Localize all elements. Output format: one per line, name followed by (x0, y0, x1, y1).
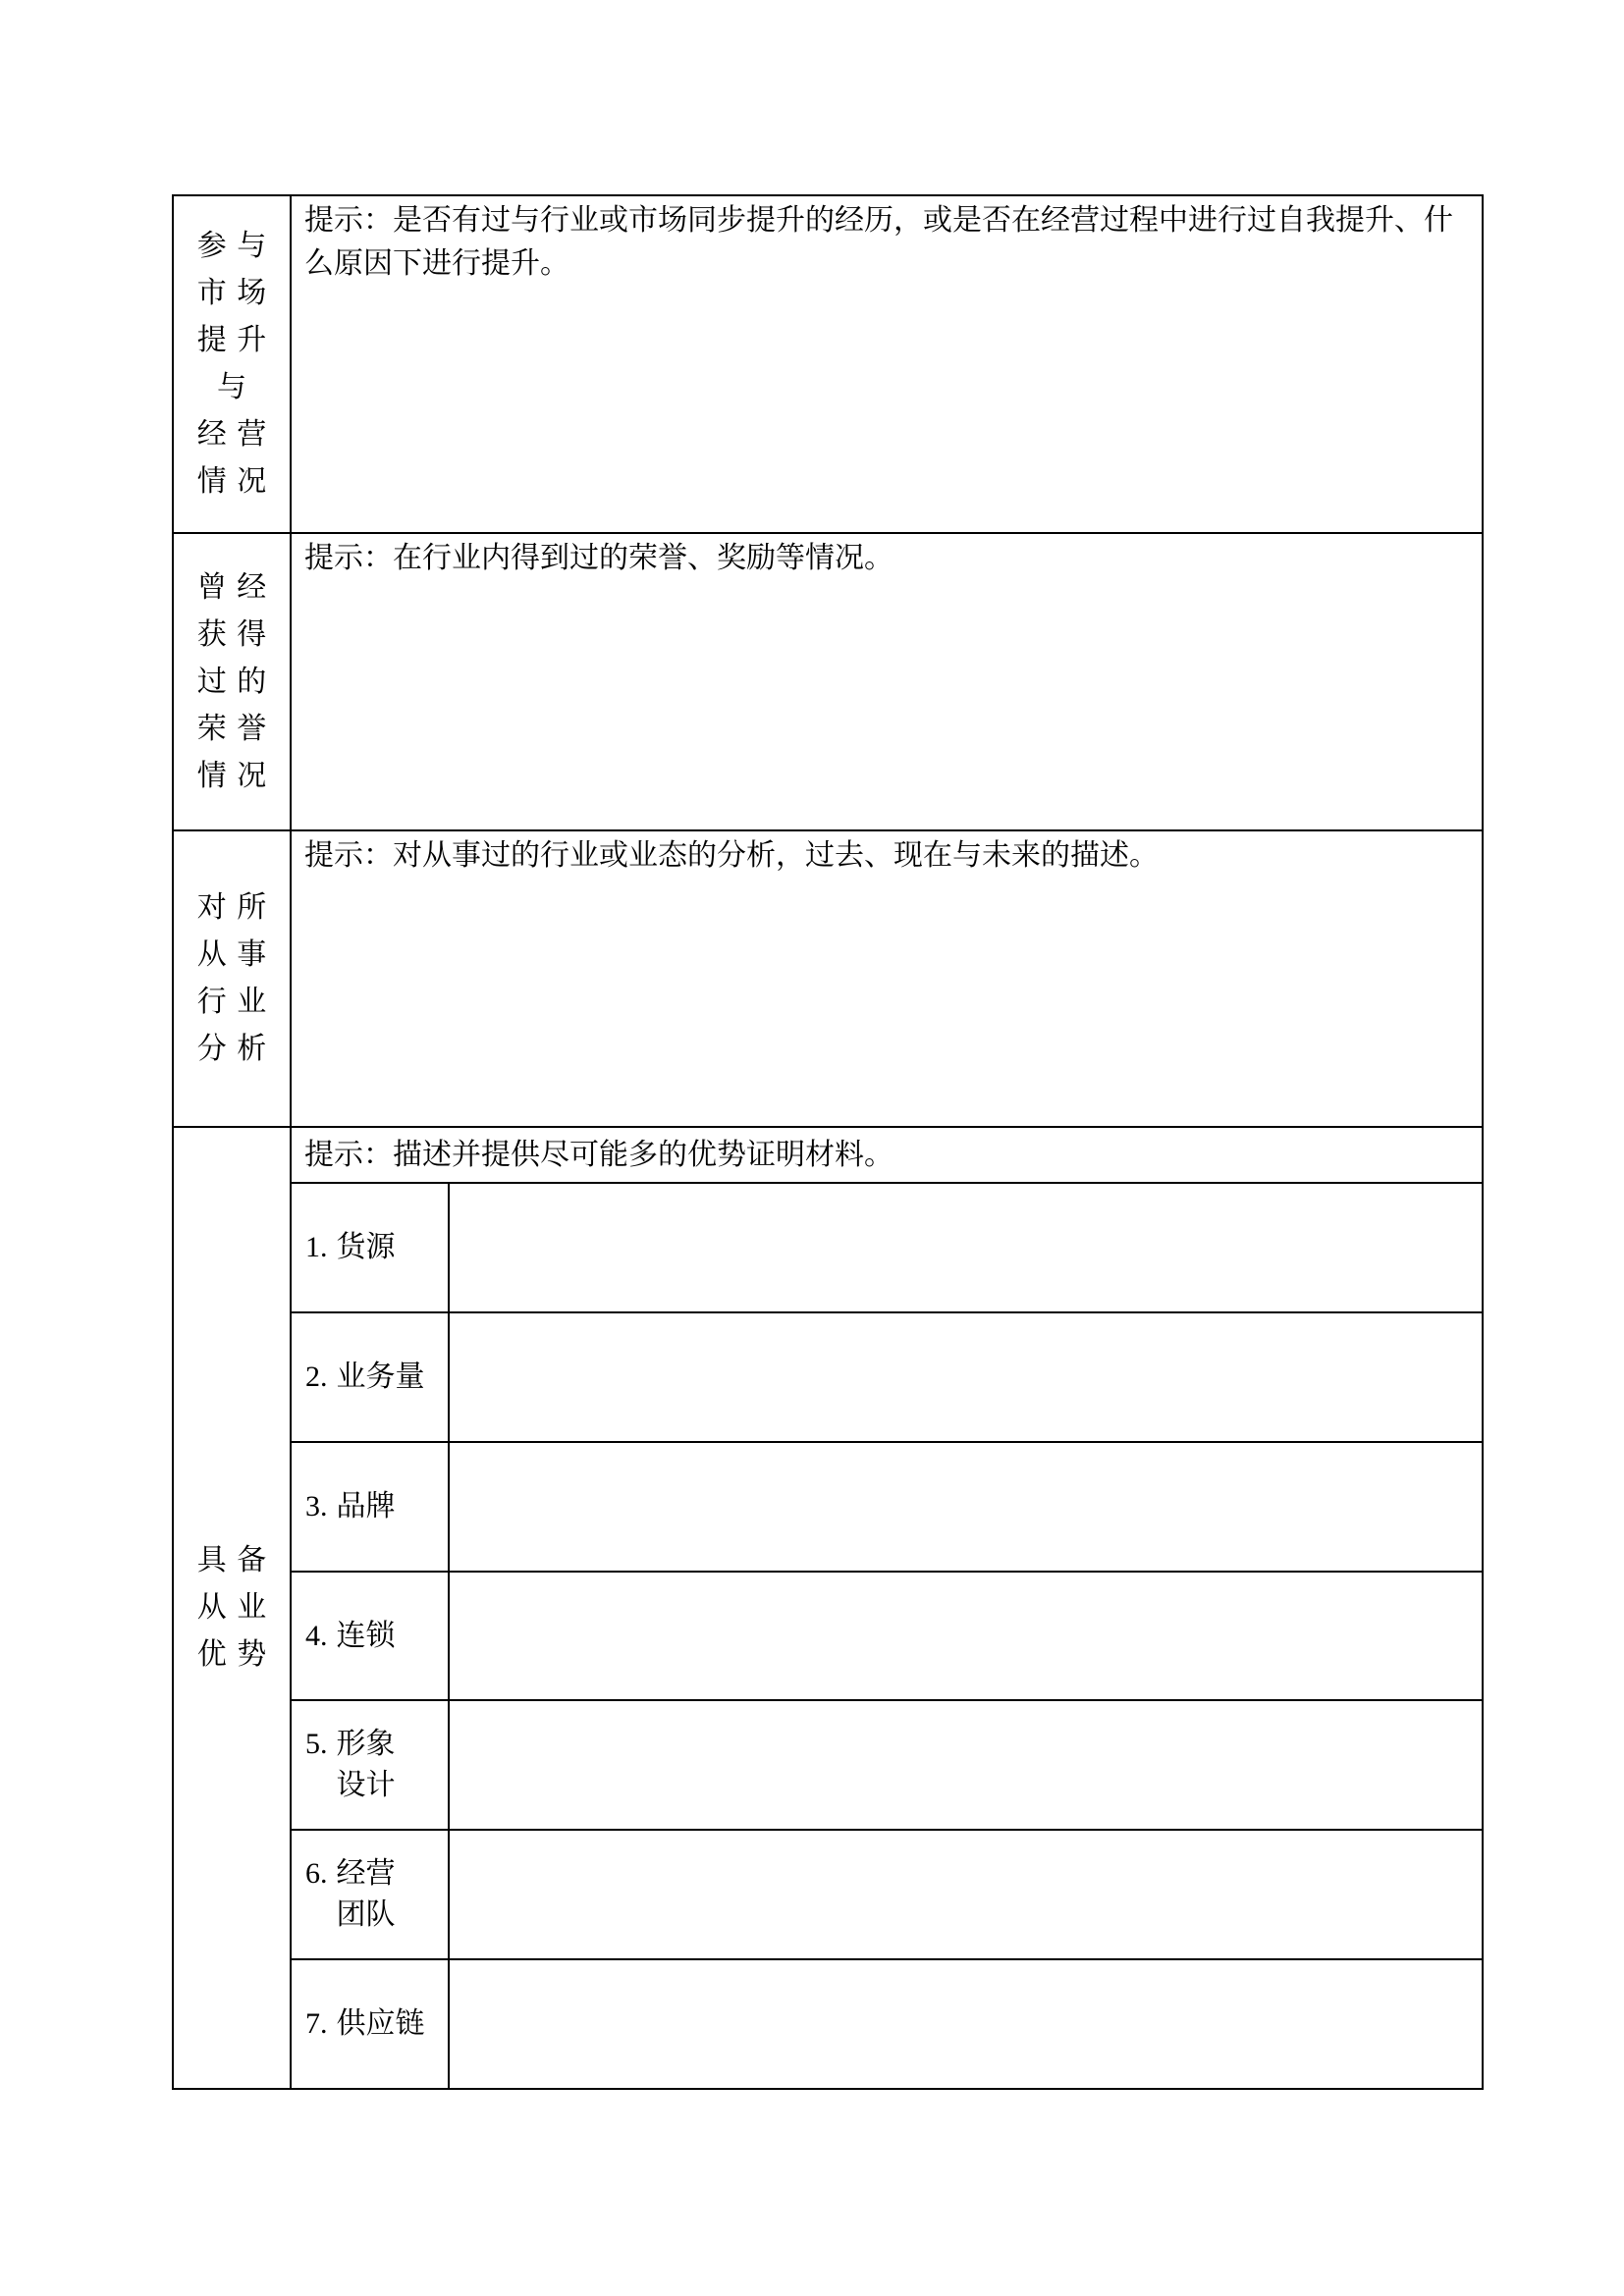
sub-label-chain (292, 1573, 450, 1700)
sub-row-number: 1. (305, 1230, 328, 1263)
sub-label-supply-source (292, 1184, 450, 1311)
sub-row-number: 6. (305, 1857, 328, 1891)
row-honors (174, 534, 1482, 831)
sub-row-image-design (292, 1701, 1482, 1831)
row-label-line: 荣誉 (196, 712, 277, 745)
sub-row-number: 4. (305, 1619, 328, 1652)
sub-row-number: 5. (305, 1728, 328, 1761)
row-label-line: 行业 (196, 986, 277, 1018)
answer-area-supply-chain[interactable] (450, 1960, 1482, 2088)
cell-market-improvement (292, 196, 1482, 532)
row-label-advantages (174, 1128, 292, 2088)
sub-row-supply-source (292, 1184, 1482, 1313)
sub-row-text: 连锁 (336, 1619, 396, 1652)
sub-label-business-volume (292, 1313, 450, 1441)
sub-row-text: 经营 团队 (336, 1857, 396, 1932)
answer-area-supply-source[interactable] (450, 1184, 1482, 1311)
sub-row-supply-chain (292, 1960, 1482, 2088)
row-label-market-improvement (174, 196, 292, 532)
row-label-industry-analysis (174, 831, 292, 1126)
sub-row-management-team (292, 1831, 1482, 1960)
row-label-honors (174, 534, 292, 829)
sub-row-text: 供应链 (336, 2007, 425, 2041)
row-label-line: 对所 (196, 891, 277, 924)
cell-honors (292, 534, 1482, 829)
sub-row-text: 货源 (336, 1230, 396, 1263)
answer-area-image-design[interactable] (450, 1701, 1482, 1829)
sub-row-text: 品牌 (336, 1489, 396, 1522)
row-advantages (174, 1128, 1482, 2088)
row-label-line: 从业 (196, 1591, 277, 1624)
answer-area-chain[interactable] (450, 1573, 1482, 1700)
sub-row-chain (292, 1573, 1482, 1702)
row-label-line: 分析 (196, 1033, 277, 1065)
sub-label-management-team (292, 1831, 450, 1958)
sub-row-business-volume (292, 1313, 1482, 1443)
answer-area-honors[interactable] (292, 580, 1482, 829)
sub-row-text: 形象 设计 (336, 1728, 396, 1802)
row-label-line: 经营 (196, 418, 277, 451)
sub-label-supply-chain (292, 1960, 450, 2088)
row-label-line: 与 (217, 371, 257, 403)
hint-advantages: 提示：描述并提供尽可能多的优势证明材料。 (292, 1128, 1482, 1184)
answer-area-market-improvement[interactable] (292, 286, 1482, 532)
row-label-line: 情况 (196, 759, 277, 792)
row-label-line: 具备 (196, 1544, 277, 1576)
row-label-line: 优势 (196, 1638, 277, 1671)
row-label-line: 情况 (196, 465, 277, 498)
row-label-line: 提升 (196, 324, 277, 356)
row-label-line: 从事 (196, 938, 277, 971)
sub-label-image-design (292, 1701, 450, 1829)
cell-industry-analysis (292, 831, 1482, 1126)
answer-area-brand[interactable] (450, 1443, 1482, 1571)
sub-row-brand (292, 1443, 1482, 1573)
sub-row-number: 3. (305, 1489, 328, 1522)
sub-row-number: 2. (305, 1360, 328, 1393)
answer-area-management-team[interactable] (450, 1831, 1482, 1958)
answer-area-industry-analysis[interactable] (292, 878, 1482, 1126)
answer-area-business-volume[interactable] (450, 1313, 1482, 1441)
row-label-line: 过的 (196, 665, 277, 698)
row-label-line: 市场 (196, 277, 277, 309)
hint-industry-analysis: 提示：对从事过的行业或业态的分析，过去、现在与未来的描述。 (304, 839, 1159, 872)
business-form-table (172, 194, 1484, 2090)
sub-row-text: 业务量 (336, 1360, 425, 1393)
row-market-improvement (174, 196, 1482, 534)
row-label-line: 参与 (196, 230, 277, 262)
hint-market-improvement: 提示：是否有过与行业或市场同步提升的经历，或是否在经营过程中进行过自我提升、什么原因下进行提升。 (304, 204, 1453, 280)
row-label-line: 曾经 (196, 570, 277, 604)
row-industry-analysis (174, 831, 1482, 1128)
row-label-line: 获得 (196, 617, 277, 651)
sub-row-number: 7. (305, 2007, 328, 2041)
cell-advantages (292, 1128, 1482, 2088)
hint-honors: 提示：在行业内得到过的荣誉、奖励等情况。 (304, 542, 893, 574)
sub-label-brand (292, 1443, 450, 1571)
